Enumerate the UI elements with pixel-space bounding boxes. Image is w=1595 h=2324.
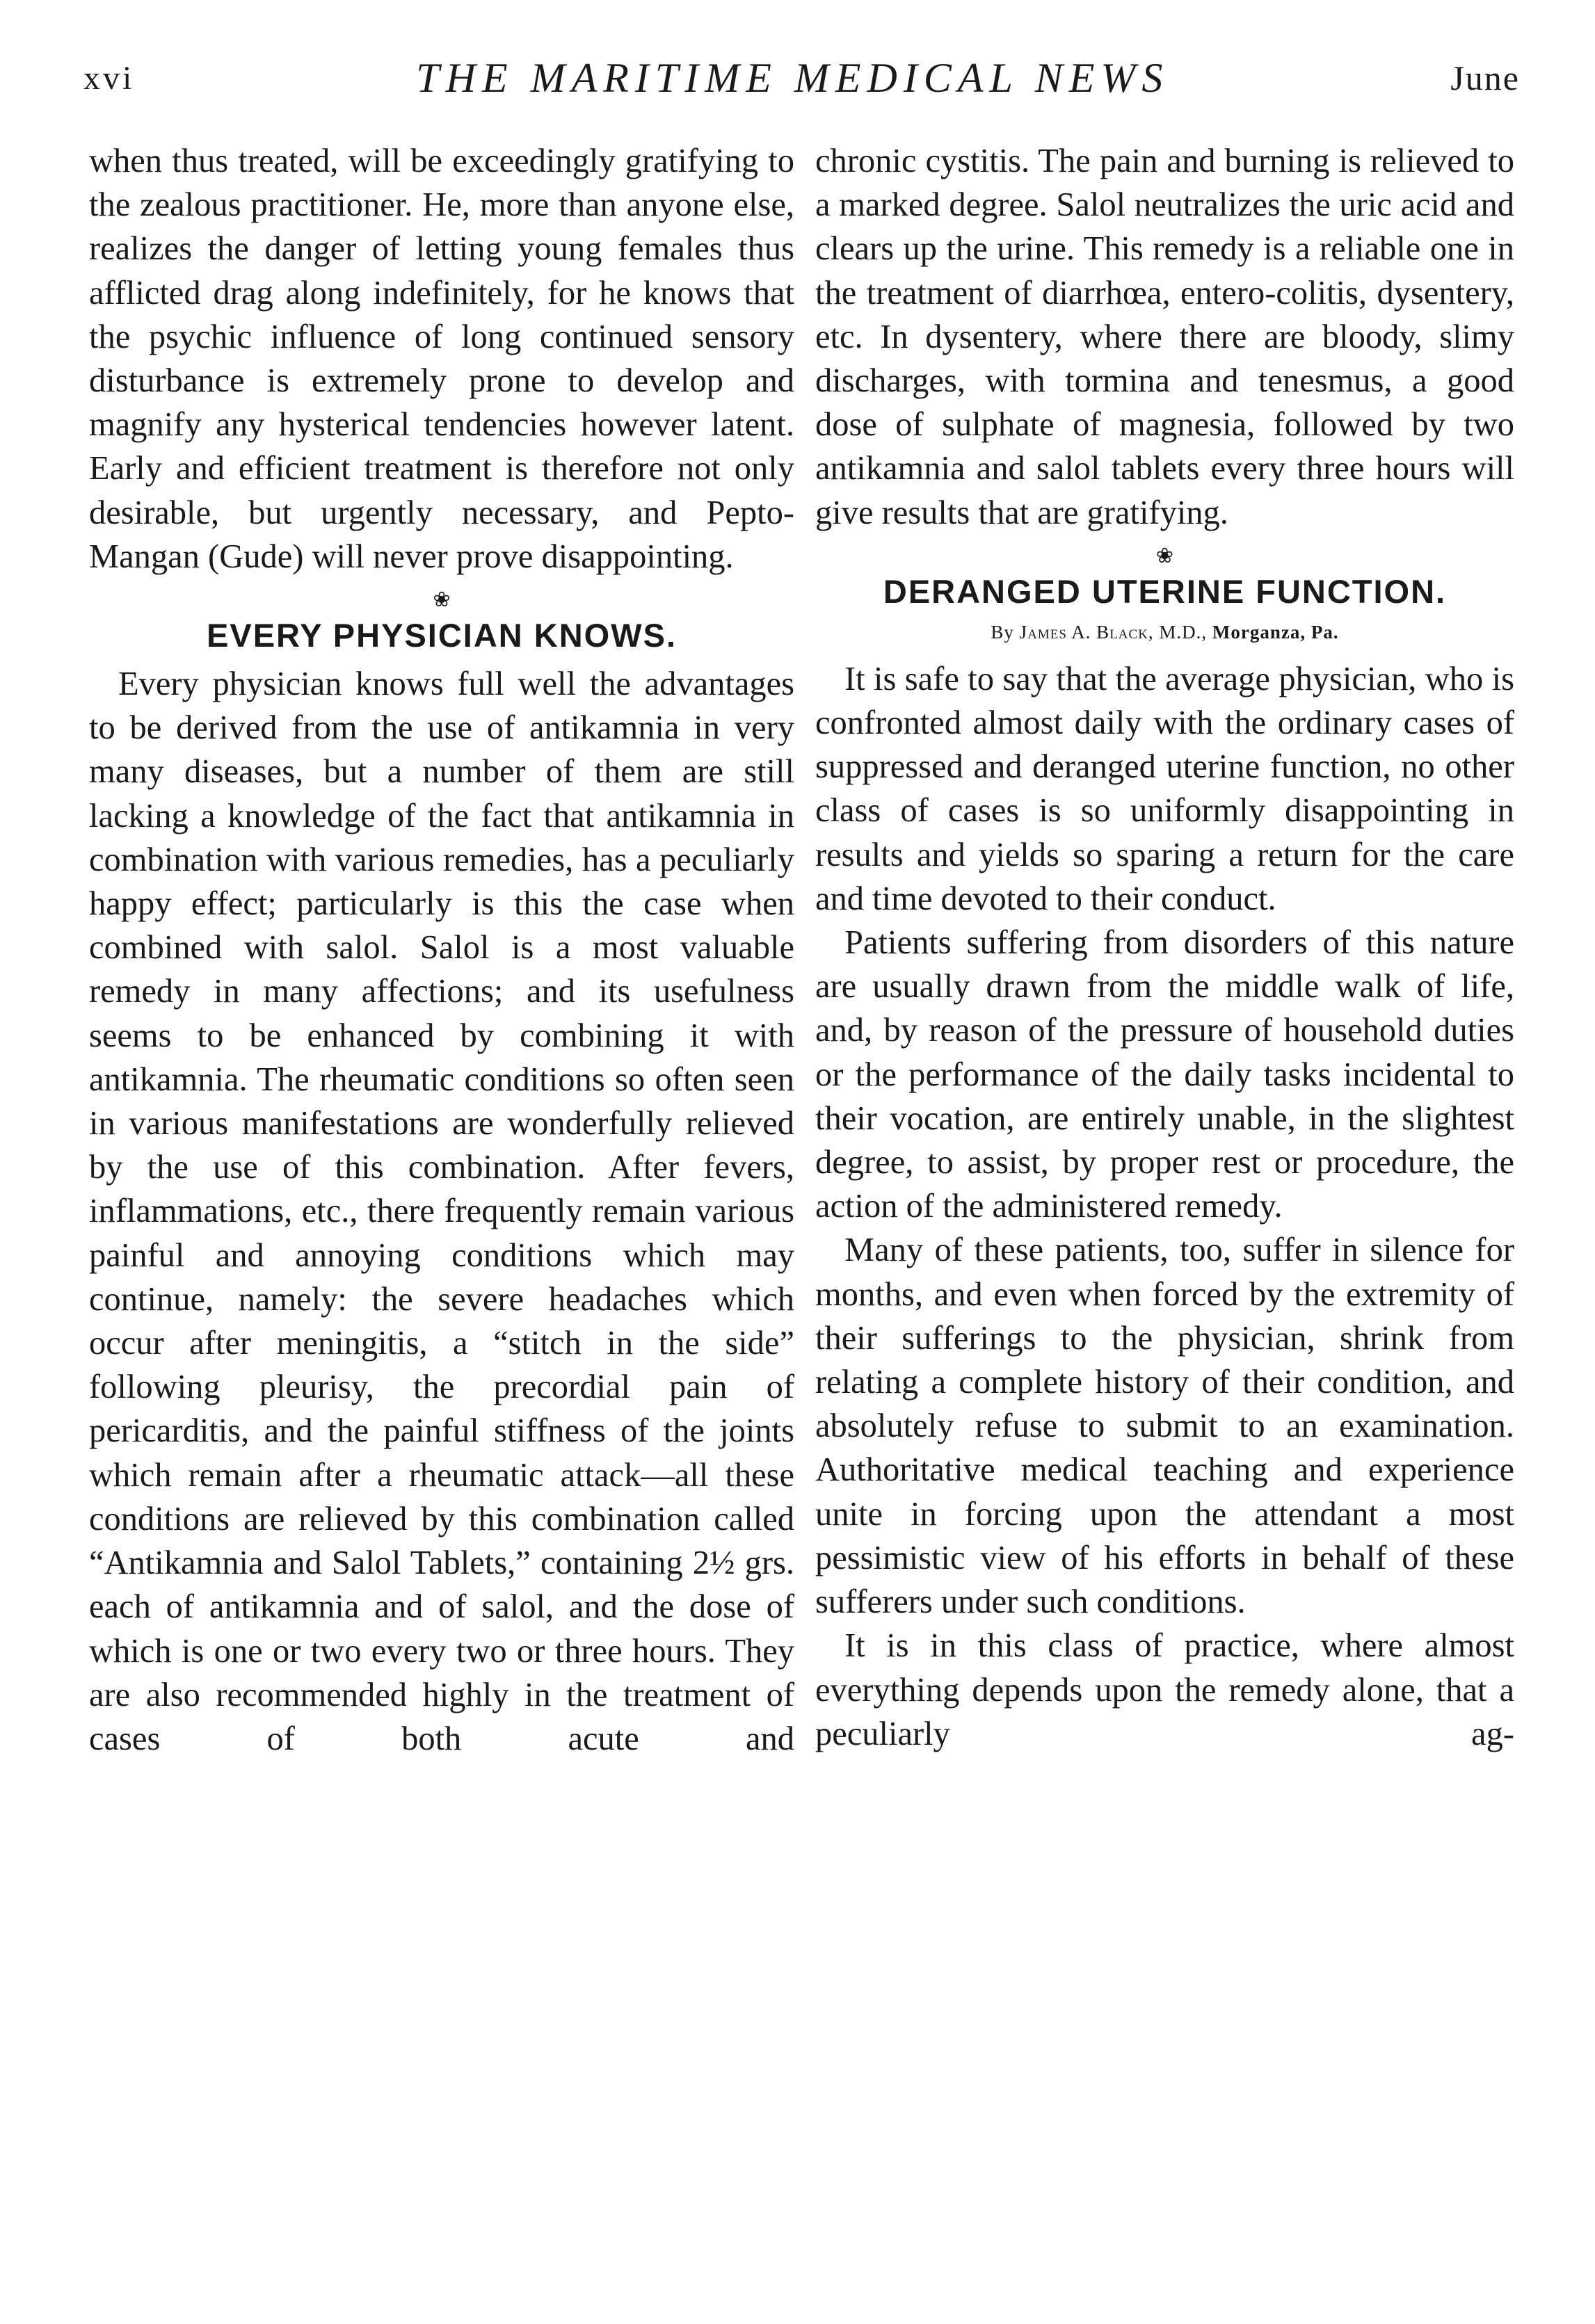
- right-continuation-text: chronic cystitis. The pain and burning is relieved to a marked degree. Salol neutralizes the uric acid and clears up the urine. This remedy is a reliable one in the treatment of diarrhœa, entero-colitis, dysentery, etc. In dysentery, where there are bloody, slimy discharges, with tormina and tenesmus, a good dose of sulphate of magnesia, followed by two antikamnia and salol tablets every three hours will give results that are gratifying.: [815, 143, 1514, 531]
- article-paragraph: Patients suffering from disorders of this nature are usually drawn from the middle walk of life, and, by reason of the pressure of household duties or the performance of the daily tasks incidental to their vocation, are entirely unable, in the slightest degree, to assist, by proper rest or procedure, the action of the administered remedy.: [815, 924, 1514, 1225]
- flower-ornament-icon: ❀: [433, 588, 451, 612]
- page-number: xvi: [83, 59, 135, 97]
- left-continuation-text: when thus treated, will be exceedingly gratifying to the zealous practitioner. He, more than anyone else, realizes the danger of letting young females thus afflicted drag along indefinitely, for he knows that the psychic influence of long continued sensory disturbance is extremely prone to develop and magnify any hysterical tendencies however latent. Early and efficient treatment is therefore not only desirable, but urgently necessary, and Pepto-Mangan (Gude) will never prove disappointing.: [89, 143, 794, 575]
- byline-author: James A. Black, M.D.,: [1019, 621, 1208, 643]
- byline-prefix: By: [991, 621, 1014, 643]
- article-body-every-physician-knows: Every physician knows full well the advantages to be derived from the use of antikamnia in very many diseases, but a number of them are still lacking a knowledge of the fact that antikamnia in combination with various remedies, has a peculiarly happy effect; particularly is this the case when combined with salol. Salol is a most valuable remedy in many affections; and its usefulness seems to be enhanced by combining it with antikamnia. The rheumatic conditions so often seen in various manifestations are wonderfully relieved by the use of this combination. After fevers, inflammations, etc., there frequently remain various painful and annoying conditions which may continue, namely: the severe headaches which occur after meningitis, a “stitch in the side” following pleurisy, the precordial pain of pericarditis, and the painful stiffness of the joints which remain after a rheumatic attack—all these conditions are relieved by this combination called “Antikamnia and Salol Tablets,” containing 2½ grs. each of antikamnia and of salol, and the dose of which is one or two every two or three hours. They are also recommended highly in the treatment of cases of both acute and: [89, 665, 794, 1757]
- article-paragraph: It is in this class of practice, where almost everything depends upon the remedy alone, that a peculiarly ag-: [815, 1627, 1514, 1752]
- left-column: [89, 139, 794, 1761]
- journal-title: THE MARITIME MEDICAL NEWS: [416, 54, 1169, 101]
- section-ornament: [815, 542, 1514, 571]
- article-byline: [815, 618, 1514, 646]
- section-ornament: [89, 586, 794, 615]
- article-paragraph: Many of these patients, too, suffer in silence for months, and even when forced by the extremity of their sufferings to the physician, shrink from relating a complete history of their condition, and absolutely refuse to submit to an examination. Authoritative medical teaching and experience unite in forcing upon the attendant a most pessimistic view of his efforts in behalf of these sufferers under such conditions.: [815, 1232, 1514, 1621]
- article-paragraph: It is safe to say that the average physician, who is confronted almost daily with the ordinary cases of suppressed and deranged uterine function, no other class of cases is so uniformly disappointing in results and yields so sparing a return for the care and time devoted to their conduct.: [815, 660, 1514, 917]
- right-column: [815, 139, 1514, 1756]
- article-heading-deranged-uterine-function: DERANGED UTERINE FUNCTION.: [883, 572, 1447, 610]
- byline-place: Morganza, Pa.: [1212, 621, 1339, 643]
- issue-month: June: [1450, 58, 1520, 97]
- running-head: [83, 50, 1520, 106]
- article-heading-every-physician-knows: EVERY PHYSICIAN KNOWS.: [207, 617, 677, 654]
- flower-ornament-icon: ❀: [1155, 544, 1174, 567]
